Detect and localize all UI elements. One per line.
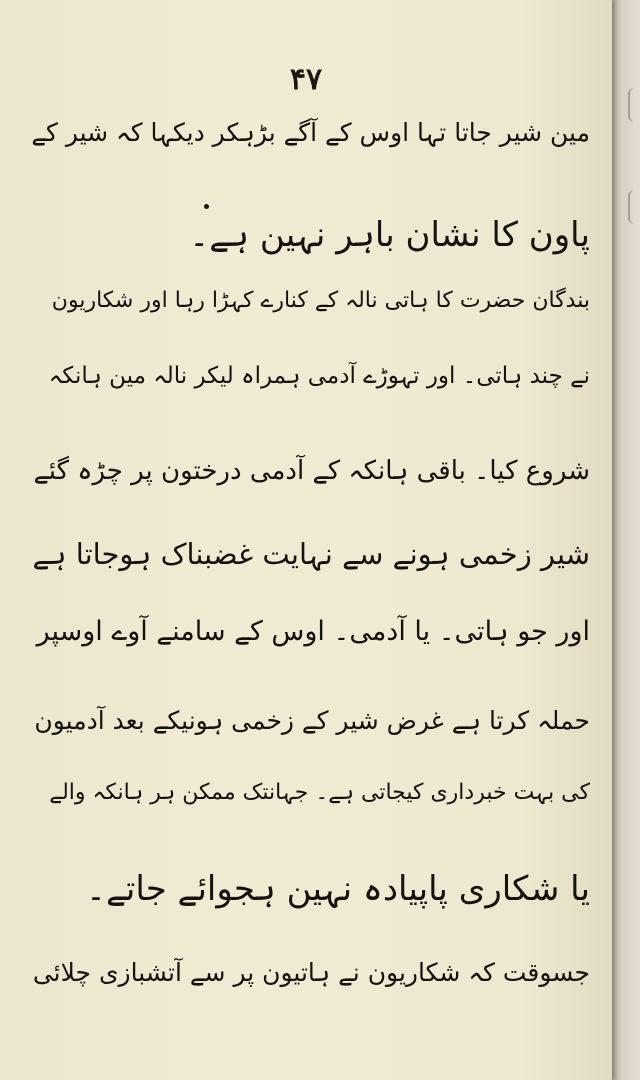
- text-line: کی بہت خبرداری کیجاتی ہے۔ جہانتک ممکن ہر ہانکہ والے: [49, 780, 590, 805]
- text-line: شروع کیا۔ باقی ہانکہ کے آدمی درختون پر چڑہ گئے: [33, 456, 590, 486]
- text-line: بندگان حضرت کا ہاتی نالہ کے کنارے کہڑا رہا اور شکاریون: [51, 288, 590, 313]
- text-line: نے چند ہاتی۔ اور تہوڑے آدمی ہمراہ لیکر نالہ مین ہانکہ: [48, 363, 590, 389]
- next-page-edge: [612, 0, 640, 1080]
- ink-speck: [204, 204, 209, 209]
- text-line: پاون کا نشان باہر نہین ہے۔: [189, 215, 590, 255]
- text-line: مین شیر جاتا تہا اوس کے آگے بڑہکر دیکہا کہ شیر کے: [31, 118, 590, 147]
- margin-scribble: [628, 190, 640, 224]
- page-number: ۴۷: [289, 62, 323, 97]
- text-line: شیر زخمی ہونے سے نہایت غضبناک ہوجاتا ہے: [32, 537, 590, 571]
- text-line: اور جو ہاتی۔ یا آدمی۔ اوس کے سامنے آوے اوسپر: [36, 616, 590, 647]
- text-line: جسوقت کہ شکاریون نے ہاتیون پر سے آتشبازی چلائی: [32, 958, 590, 987]
- text-line: یا شکاری پاپیادہ نہین ہجوائے جاتے۔: [86, 869, 590, 909]
- margin-scribble: [628, 88, 640, 122]
- text-line: حملہ کرتا ہے غرض شیر کے زخمی ہونیکے بعد آدمیون: [34, 706, 590, 735]
